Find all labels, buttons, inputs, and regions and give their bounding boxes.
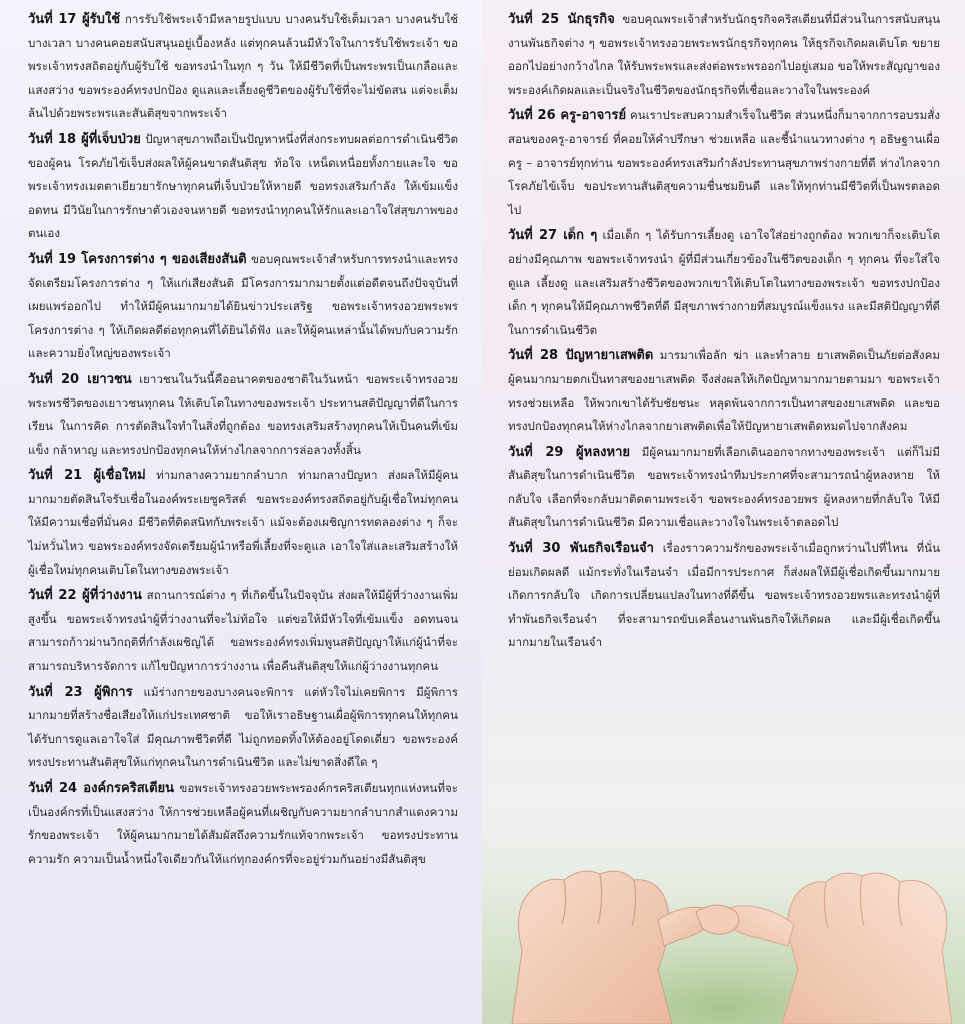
prayer-entry-day-29	[508, 441, 940, 535]
pinky-promise-photo	[482, 800, 965, 1024]
entry-text: เยาวชนในวันนี้คืออนาคตของชาติในวันหน้า ขอพระเจ้าทรงอวยพระพรชีวิตของเยาวชนทุกคน ให้เติบโตในทางของพระเจ้า ประทานสติปัญญาที่ดีในการเรียน ในการคิด การตัดสินใจทำในสิ่งที่ถูกต้อง ขอทรงเสริมสร้างทุกคนให้เป็นคนที่เข้มแข็ง กล้าหาญ และทรงปกป้องทุกคนให้ห่างไกลจากการล่อลวงทั้งสิ้น	[28, 371, 458, 457]
entry-text: การรับใช้พระเจ้ามีหลายรูปแบบ บางคนรับใช้เต็มเวลา บางคนรับใช้บางเวลา บางคนคอยสนับสนุนอยู่เบื้องหลัง แต่ทุกคนล้วนมีหัวใจในการรับใช้พระเจ้า ขอพระเจ้าทรงสถิตอยู่กับผู้รับใช้ ขอทรงนำในทุก ๆ วัน ให้มีชีวิตที่เป็นพระพรเป็นเกลือและแสงสว่าง ขอพระองค์ทรงปกป้อง ดูแลและเลี้ยงดูชีวิตของผู้รับใช้ที่จะไม่ขัดสน แต่จะเต็มล้นไปด้วยพระพรและสันติสุขจากพระเจ้า	[28, 12, 458, 121]
entry-title: วันที่ 18 ผู้ที่เจ็บป่วย	[28, 131, 141, 147]
prayer-entry-day-24	[28, 777, 458, 871]
prayer-entry-day-19	[28, 248, 458, 366]
prayer-entry-day-18	[28, 128, 458, 246]
entry-text: มีผู้คนมากมายที่เลือกเดินออกจากทางของพระเจ้า แต่ก็ไม่มีสันติสุขในการดำเนินชีวิต ขอพระเจ้าทรงนำทีมประกาศที่จะสามารถนำผู้หลงหาย ให้กลับใจ เลือกที่จะกลับมาติดตามพระเจ้า ขอพระองค์ทรงอวยพร ผู้หลงหายที่กลับใจ ให้มีสันติสุขในการดำเนินชีวิต มีความเชื่อและวางใจในพระเจ้าตลอดไป	[508, 444, 940, 530]
prayer-entry-day-20	[28, 368, 458, 462]
entry-text: ขอบคุณพระเจ้าสำหรับนักธุรกิจคริสเตียนที่มีส่วนในการสนับสนุนงานพันธกิจต่าง ๆ ขอพระเจ้าทรงอวยพระพรนักธุรกิจทุกคน ให้ธุรกิจเกิดผลเติบโต ขยายออกไปอย่างกว้างไกล ให้รับพระพรและส่งต่อพระพรออกไปอยู่เสมอ ขอให้พระสัญญาของพระองค์เกิดผลและเป็นจริงในชีวิตของนักธุรกิจที่เชื่อและวางใจในพระองค์	[508, 12, 941, 97]
entry-text: เรื่องราวความรักของพระเจ้าเมื่อถูกหว่านไปที่ไหน ที่นั่นย่อมเกิดผลดี แม้กระทั่งในเรือนจำ เมื่อมีการประกาศ ก็ส่งผลให้มีผู้เชื่อเกิดขึ้นมากมาย เกิดการกลับใจ เกิดการเปลี่ยนแปลงในทางที่ดีขึ้น ขอพระเจ้าทรงอวยพรและทรงนำผู้ที่ทำพันธกิจเรือนจำ ที่จะสามารถขับเคลื่อนงานพันธกิจให้เกิดผล และมีผู้เชื่อเกิดขึ้นมากมายในเรือนจำ	[508, 541, 940, 650]
prayer-entry-day-22	[28, 584, 458, 678]
entry-title: วันที่ 19 โครงการต่าง ๆ ของเสียงสันติ	[28, 251, 247, 267]
entry-title: วันที่ 30 พันธกิจเรือนจำ	[508, 541, 654, 557]
entry-text: มารมาเพื่อลัก ฆ่า และทำลาย ยาเสพติดเป็นภัยต่อสังคม ผู้คนมากมายตกเป็นทาสของยาเสพติด จึงส่งผลให้เกิดปัญหามากมายตามมา ขอพระเจ้าทรงช่วยเหลือ ให้พวกเขาได้รับชัยชนะ หลุดพ้นจากการเป็นทาสของยาเสพติด และขอทรงปกป้องทุกคนให้ห่างไกลจากยาเสพติดเพื่อให้ปัญหายาเสพติดหมดไปจากสังคม	[508, 348, 940, 434]
prayer-entry-day-27	[508, 224, 940, 342]
prayer-entry-day-25	[508, 8, 940, 102]
entry-title: วันที่ 22 ผู้ที่ว่างงาน	[28, 588, 142, 604]
entry-title: วันที่ 25 นักธุรกิจ	[508, 12, 615, 27]
entry-title: วันที่ 28 ปัญหายาเสพติด	[508, 348, 654, 364]
entry-text: คนเราประสบความสำเร็จในชีวิต ส่วนหนึ่งก็มาจากการอบรมสั่งสอนของครู-อาจารย์ ที่คอยให้คำปรึกษา ช่วยเหลือ และชี้นำแนวทางต่าง ๆ อธิษฐานเผื่อครู – อาจารย์ทุกท่าน ขอพระองค์ทรงเสริมกำลังประทานสุขภาพร่างกายที่ดี ห่างไกลจากโรคภัยไข้เจ็บ ขอประทานสันติสุขความชื่นชมยินดี และให้ทุกท่านมีชีวิตที่เป็นพรตลอดไป	[508, 108, 940, 217]
entry-text: ปัญหาสุขภาพถือเป็นปัญหาหนึ่งที่ส่งกระทบผลต่อการดำเนินชีวิตของผู้คน โรคภัยไข้เจ็บส่งผลให้ผู้คนขาดสันติสุข ท้อใจ เหน็ดเหนื่อยทั้งกายและใจ ขอพระเจ้าทรงเมตตาเยียวยารักษาทุกคนที่เจ็บป่วยให้หายดี ขอทรงเสริมกำลัง ให้เข้มแข็ง อดทน มีวินัยในการรักษาตัวเองจนหายดี ขอทรงนำทุกคนให้รักและเอาใจใส่สุขภาพของตนเอง	[28, 131, 458, 241]
entry-text: ขอพระเจ้าทรงอวยพระพรองค์กรคริสเตียนทุกแห่งหนที่จะเป็นองค์กรที่เป็นแสงสว่าง ให้การช่วยเหลือผู้คนที่เผชิญกับความยากลำบากสำแดงความรักของพระเจ้า ให้ผู้คนมากมายได้สัมผัสถึงความรักแท้จากพระเจ้า ขอทรงประทานความรัก ความเป็นน้ำหนึ่งใจเดียวกันให้แก่ทุกองค์กรที่จะอยู่ร่วมกันอย่างมีสันติสุข	[28, 781, 458, 866]
entry-title: วันที่ 26 ครู-อาจารย์	[508, 108, 627, 124]
left-text-block	[28, 8, 458, 873]
prayer-entry-day-17	[28, 8, 458, 126]
entry-text: ท่ามกลางความยากลำบาก ท่ามกลางปัญหา ส่งผลให้มีผู้คนมากมายตัดสินใจรับเชื่อในองค์พระเยซูคริสต์ ขอพระองค์ทรงสถิตอยู่กับผู้เชื่อใหม่ทุกคน ให้มีความเชื่อที่มั่นคง มีชีวิตที่ติดสนิทกับพระเจ้า แม้จะต้องเผชิญการทดลองต่าง ๆ ก็จะไม่หวั่นไหว ขอพระองค์ทรงจัดเตรียมผู้นำหรือพี่เลี้ยงที่จะดูแล เอาใจใส่และเสริมสร้างให้ผู้เชื่อใหม่ทุกคนเติบโตในทางของพระเจ้า	[28, 468, 458, 577]
entry-text: แม้ร่างกายของบางคนจะพิการ แต่หัวใจไม่เคยพิการ มีผู้พิการมากมายที่สร้างชื่อเสียงให้แก่ประเทศชาติ ขอให้เราอธิษฐานเผื่อผู้พิการทุกคนให้ทุกคนได้รับการดูแลเอาใจใส่ มีคุณภาพชีวิตที่ดี ไม่ถูกทอดทิ้งให้ต้องอยู่โดดเดี่ยว ขอพระองค์ทรงประทานสันติสุขให้แก่ทุกคนในการดำเนินชีวิต และไม่ขาดสิ่งดีใด ๆ	[28, 684, 458, 770]
left-column	[0, 0, 482, 1024]
entry-title: วันที่ 29 ผู้หลงหาย	[508, 444, 631, 460]
entry-title: วันที่ 27 เด็ก ๆ	[508, 228, 598, 244]
right-column	[482, 0, 965, 1024]
entry-title: วันที่ 20 เยาวชน	[28, 371, 132, 387]
entry-text: เมื่อเด็ก ๆ ได้รับการเลี้ยงดู เอาใจใส่อย่างถูกต้อง พวกเขาก็จะเติบโตอย่างมีคุณภาพ ขอพระเจ้าทรงนำ ผู้ที่มีส่วนเกี่ยวข้องในชีวิตของเด็ก ๆ ทุกคน ที่จะใส่ใจ ดูแล เลี้ยงดู และเสริมสร้างชีวิตของพวกเขาให้เติบโตในทางของพระเจ้า ขอทรงปกป้องเด็ก ๆ ทุกคนให้มีคุณภาพชีวิตที่ดี มีสุขภาพร่างกายที่สมบูรณ์แข็งแรง และมีสติปัญญาที่ดีในการดำเนินชีวิต	[508, 228, 940, 337]
prayer-entry-day-30	[508, 537, 940, 655]
entry-text: ขอบคุณพระเจ้าสำหรับการทรงนำและทรงจัดเตรียมโครงการต่าง ๆ ให้แก่เสียงสันติ มีโครงการมากมายตั้งแต่อดีตจนถึงปัจจุบันที่เผยแพร่ออกไป ทำให้มีผู้คนมากมายได้ยินข่าวประเสริฐ ขอพระเจ้าทรงอวยพระพรโครงการต่าง ๆ ให้เกิดผลดีต่อทุกคนที่ได้ยินได้ฟัง และให้ผู้คนเหล่านั้นได้พบกับความรักและความยิ่งใหญ่ของพระเจ้า	[28, 251, 458, 361]
prayer-entry-day-26	[508, 104, 940, 222]
entry-title: วันที่ 21 ผู้เชื่อใหม่	[28, 468, 146, 484]
entry-title: วันที่ 24 องค์กรคริสเตียน	[28, 781, 175, 796]
prayer-entry-day-21	[28, 464, 458, 582]
entry-title: วันที่ 17 ผู้รับใช้	[28, 12, 121, 27]
prayer-entry-day-28	[508, 344, 940, 438]
entry-text: สถานการณ์ต่าง ๆ ที่เกิดขึ้นในปัจจุบัน ส่งผลให้มีผู้ที่ว่างงานเพิ่มสูงขึ้น ขอพระเจ้าทรงนำผู้ที่ว่างงานที่จะไม่ท้อใจ แต่ขอให้มีหัวใจที่เข้มแข็ง อดทนจนสามารถก้าวผ่านวิกฤติที่กำลังเผชิญได้ ขอพระองค์ทรงเพิ่มพูนสติปัญญาให้แก่ผู้นำที่จะสามารถบริหารจัดการ แก้ไขปัญหาการว่างงาน เพื่อคืนสันติสุขให้แก่ผู้ว่างงานทุกคน	[28, 588, 458, 674]
entry-title: วันที่ 23 ผู้พิการ	[28, 684, 133, 700]
hands-illustration	[482, 800, 965, 1024]
right-text-block	[508, 8, 940, 657]
prayer-entry-day-23	[28, 681, 458, 775]
